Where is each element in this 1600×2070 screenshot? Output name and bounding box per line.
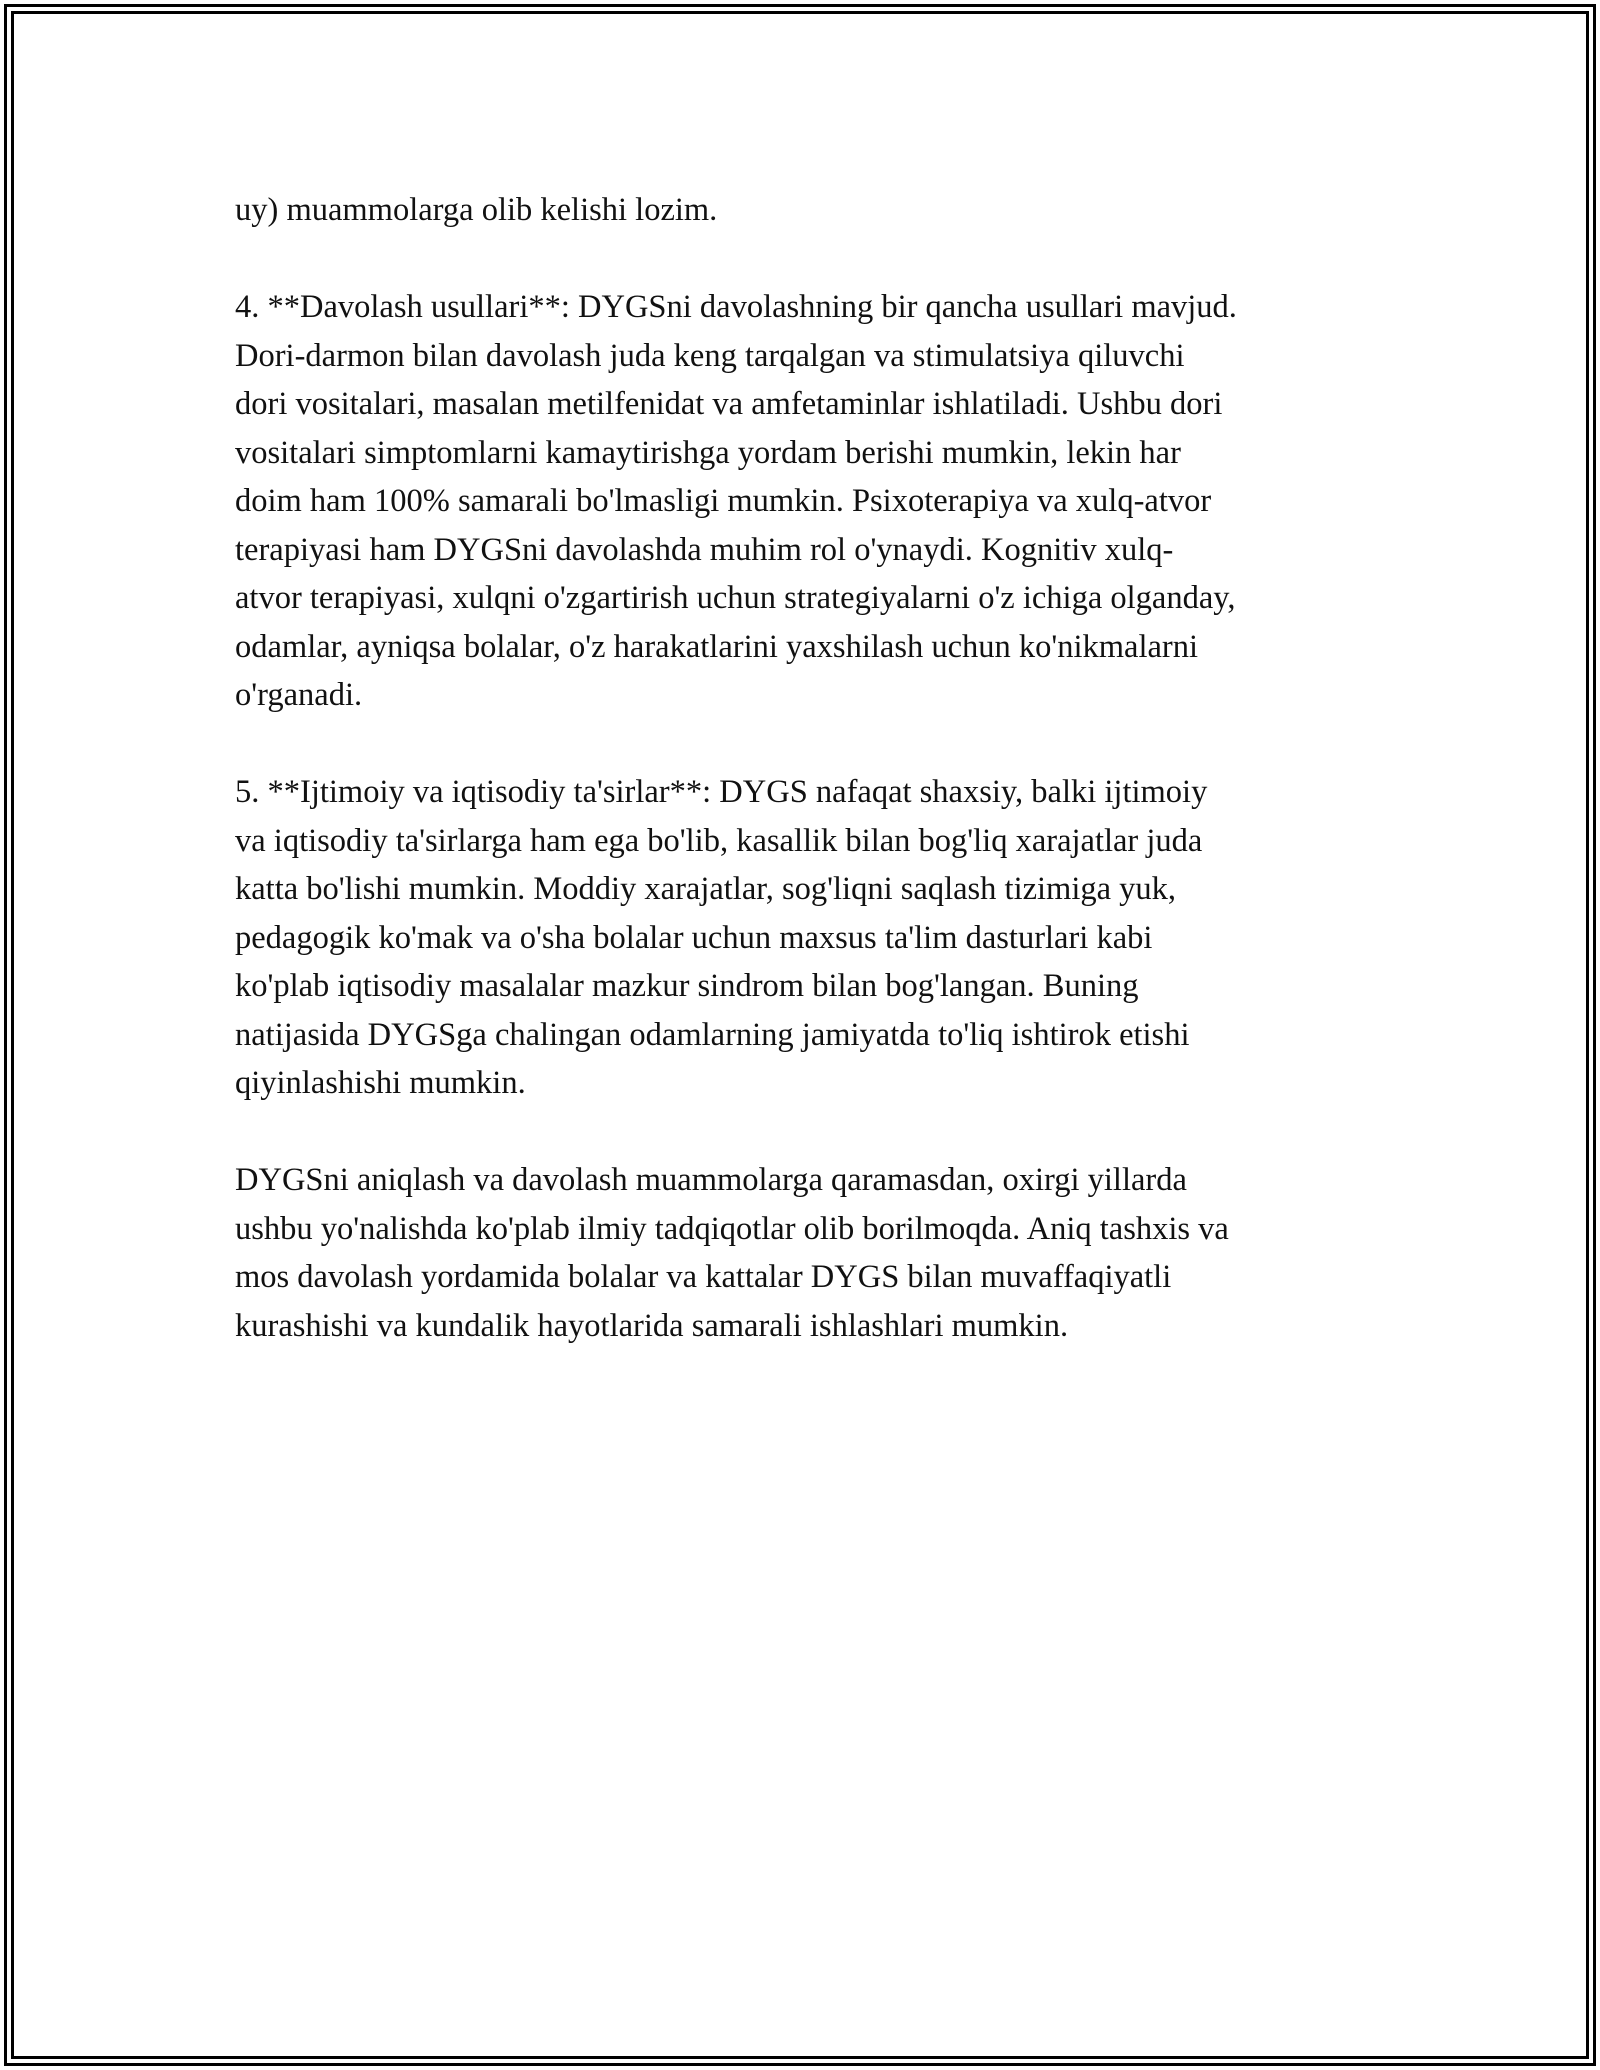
- document-body: [235, 186, 1375, 1399]
- text-line: kurashishi va kundalik hayotlarida samarali ishlashlari mumkin.: [235, 1307, 1069, 1344]
- text-line: katta bo'lishi mumkin. Moddiy xarajatlar, sog'liqni saqlash tizimiga yuk,: [235, 871, 1177, 907]
- text-line: 4. **Davolash usullari**: DYGSni davolashning bir qancha usullari mavjud.: [235, 289, 1237, 325]
- text-line: ushbu yo'nalishda ko'plab ilmiy tadqiqotlar olib borilmoqda. Aniq tashxis va: [235, 1210, 1229, 1247]
- text-line: o'rganadi.: [235, 677, 363, 713]
- paragraph-social-economic-effects: [235, 768, 1375, 1108]
- text-line: vositalari simptomlarni kamaytirishga yordam berishi mumkin, lekin har: [235, 434, 1181, 471]
- text-line: terapiyasi ham DYGSni davolashda muhim rol o'ynaydi. Kognitiv xulq-: [235, 531, 1174, 568]
- text-line: odamlar, ayniqsa bolalar, o'z harakatlarini yaxshilash uchun ko'nikmalarni: [235, 628, 1199, 665]
- text-line: 5. **Ijtimoiy va iqtisodiy ta'sirlar**: DYGS nafaqat shaxsiy, balki ijtimoiy: [235, 774, 1208, 810]
- text-line: atvor terapiyasi, xulqni o'zgartirish uchun strategiyalarni o'z ichiga olganday,: [235, 580, 1236, 616]
- paragraph-continuation: [235, 186, 1375, 235]
- text-line: dori vositalari, masalan metilfenidat va amfetaminlar ishlatiladi. Ushbu dori: [235, 386, 1223, 422]
- paragraph-treatment-methods: [235, 283, 1375, 720]
- text-line: doim ham 100% samarali bo'lmasligi mumkin. Psixoterapiya va xulq-atvor: [235, 483, 1212, 519]
- paragraph-conclusion: [235, 1156, 1375, 1350]
- text-line: mos davolash yordamida bolalar va kattalar DYGS bilan muvaffaqiyatli: [235, 1259, 1172, 1295]
- text-line: va iqtisodiy ta'sirlarga ham ega bo'lib, kasallik bilan bog'liq xarajatlar juda: [235, 822, 1203, 859]
- text-line: natijasida DYGSga chalingan odamlarning jamiyatda to'liq ishtirok etishi: [235, 1016, 1190, 1053]
- text-line: pedagogik ko'mak va o'sha bolalar uchun maxsus ta'lim dasturlari kabi: [235, 919, 1153, 956]
- text-line: DYGSni aniqlash va davolash muammolarga qaramasdan, oxirgi yillarda: [235, 1162, 1187, 1198]
- text-line: Dori-darmon bilan davolash juda keng tarqalgan va stimulatsiya qiluvchi: [235, 337, 1185, 374]
- text-line: uy) muammolarga olib kelishi lozim.: [235, 192, 718, 228]
- text-line: ko'plab iqtisodiy masalalar mazkur sindrom bilan bog'langan. Buning: [235, 968, 1139, 1004]
- text-line: qiyinlashishi mumkin.: [235, 1065, 526, 1101]
